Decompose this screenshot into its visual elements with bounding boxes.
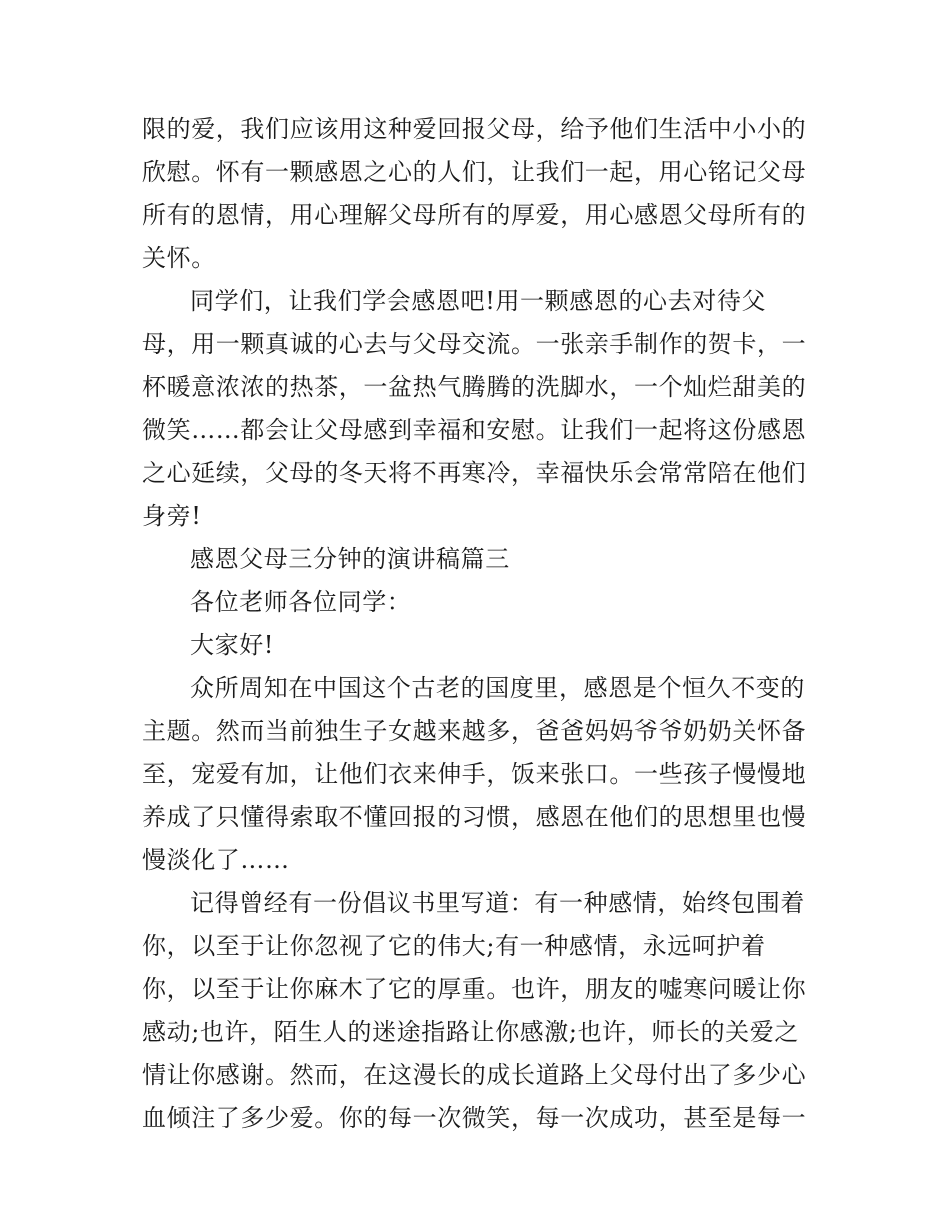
text-line: 至，宠爱有加，让他们衣来伸手，饭来张口。一些孩子慢慢地 (142, 760, 807, 788)
text-line: 身旁! (142, 502, 202, 530)
section-heading: 感恩父母三分钟的演讲稿篇三 (190, 545, 510, 573)
text-line: 感动;也许，陌生人的迷途指路让你感激;也许，师长的关爱之 (142, 1018, 799, 1046)
text-line: 主题。然而当前独生子女越来越多，爸爸妈妈爷爷奶奶关怀备 (142, 717, 807, 745)
text-line: 欣慰。怀有一颗感恩之心的人们，让我们一起，用心铭记父母 (142, 158, 807, 186)
text-line: 记得曾经有一份倡议书里写道：有一种感情，始终包围着 (190, 889, 805, 917)
text-line: 之心延续，父母的冬天将不再寒冷，幸福快乐会常常陪在他们 (142, 459, 807, 487)
text-line: 情让你感谢。然而，在这漫长的成长道路上父母付出了多少心 (142, 1061, 807, 1089)
text-line: 同学们，让我们学会感恩吧!用一颗感恩的心去对待父 (190, 287, 767, 315)
text-line: 血倾注了多少爱。你的每一次微笑，每一次成功，甚至是每一 (142, 1104, 807, 1132)
text-line: 微笑……都会让父母感到幸福和安慰。让我们一起将这份感恩 (142, 416, 807, 444)
text-line: 限的爱，我们应该用这种爱回报父母，给予他们生活中小小的 (142, 115, 807, 143)
text-line: 慢淡化了…… (142, 846, 290, 874)
text-line: 母，用一颗真诚的心去与父母交流。一张亲手制作的贺卡，一 (142, 330, 807, 358)
text-line: 你，以至于让你麻木了它的厚重。也许，朋友的嘘寒问暖让你 (142, 975, 807, 1003)
text-line: 众所周知在中国这个古老的国度里，感恩是个恒久不变的 (190, 674, 805, 702)
greeting: 大家好! (190, 631, 275, 659)
salutation: 各位老师各位同学： (190, 588, 412, 616)
text-line: 所有的恩情，用心理解父母所有的厚爱，用心感恩父母所有的 (142, 201, 807, 229)
text-line: 你，以至于让你忽视了它的伟大;有一种感情，永远呵护着 (142, 932, 766, 960)
text-line: 杯暖意浓浓的热茶，一盆热气腾腾的洗脚水，一个灿烂甜美的 (142, 373, 807, 401)
text-line: 养成了只懂得索取不懂回报的习惯，感恩在他们的思想里也慢 (142, 803, 807, 831)
text-line: 关怀。 (142, 244, 216, 272)
